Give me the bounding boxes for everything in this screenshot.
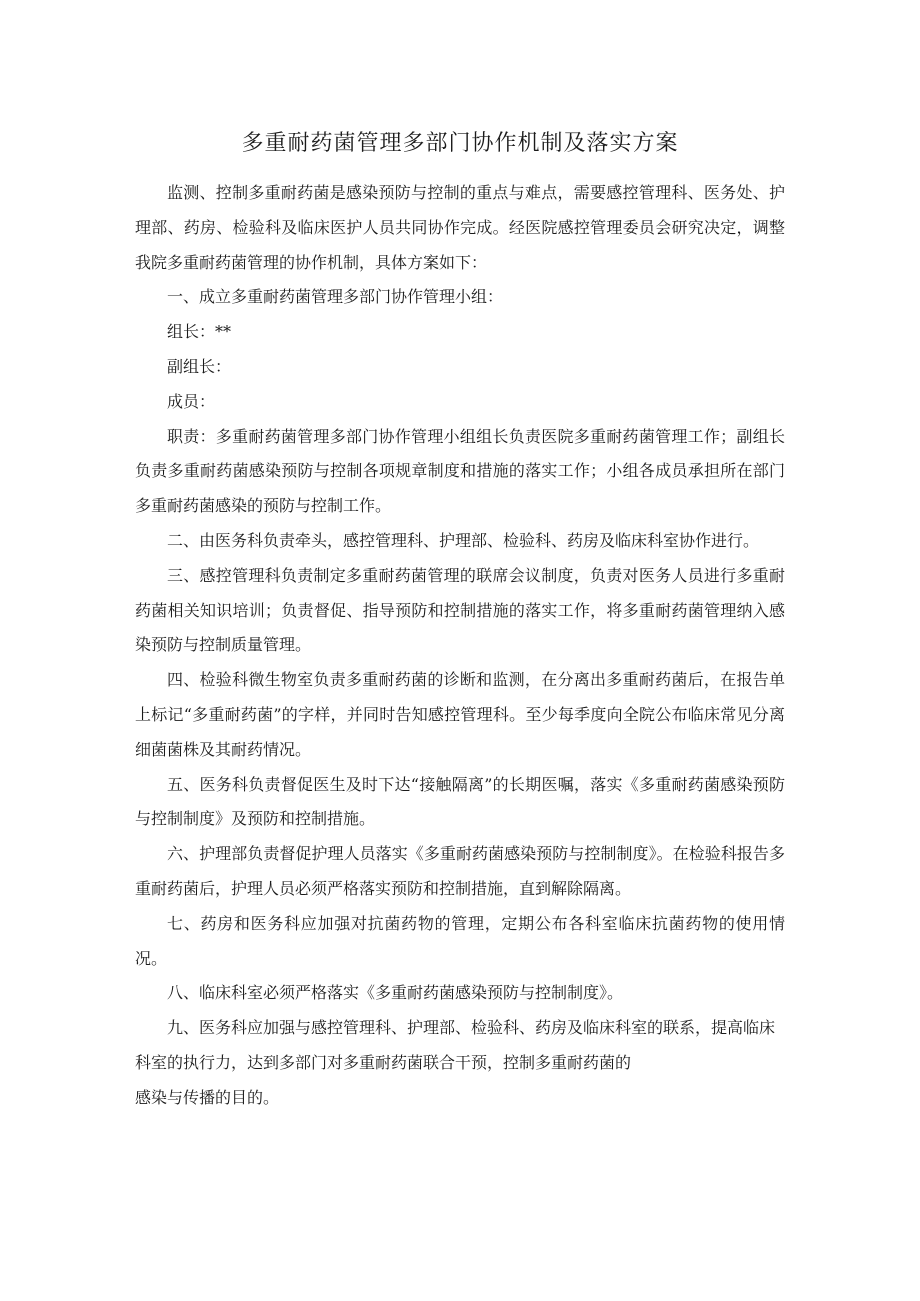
paragraph-group-leader: 组长：** [167,322,232,342]
paragraph-duties: 职责：多重耐药菌管理多部门协作管理小组组长负责医院多重耐药菌管理工作；副组长负责多重耐药菌感染预防与控制各项规章制度和措施的落实工作；小组各成员承担所在部门多重耐药菌感染的预防与控制工作。 [135,426,785,516]
paragraph-section-5: 五、医务科负责督促医生及时下达“接触隔离”的长期医嘱，落实《多重耐药菌感染预防与控制制度》及预防和控制措施。 [135,774,785,829]
paragraph-section-9: 九、医务科应加强与感控管理科、护理部、检验科、药房及临床科室的联系，提高临床科室的执行力，达到多部门对多重耐药菌联合干预，控制多重耐药菌的 [135,1018,776,1072]
paragraph-deputy-leader: 副组长： [167,356,232,376]
paragraph-intro: 监测、控制多重耐药菌是感染预防与控制的重点与难点，需要感控管理科、医务处、护理部、药房、检验科及临床医护人员共同协作完成。经医院感控管理委员会研究决定，调整我院多重耐药菌管理的协作机制，具体方案如下： [135,183,785,272]
paragraph-section-6: 六、护理部负责督促护理人员落实《多重耐药菌感染预防与控制制度》。在检验科报告多重耐药菌后，护理人员必须严格落实预防和控制措施，直到解除隔离。 [135,844,785,898]
paragraph-section-4: 四、检验科微生物室负责多重耐药菌的诊断和监测，在分离出多重耐药菌后，在报告单上标记“多重耐药菌”的字样，并同时告知感控管理科。至少每季度向全院公布临床常见分离细菌菌株及其耐药情况。 [135,670,785,759]
paragraph-members: 成员： [167,391,216,411]
paragraph-section-7: 七、药房和医务科应加强对抗菌药物的管理，定期公布各科室临床抗菌药物的使用情况。 [135,913,785,968]
paragraph-section-1: 一、成立多重耐药菌管理多部门协作管理小组： [167,287,504,307]
document-body [135,176,785,1116]
paragraph-section-2: 二、由医务科负责牵头，感控管理科、护理部、检验科、药房及临床科室协作进行。 [167,530,760,550]
paragraph-section-8: 八、临床科室必须严格落实《多重耐药菌感染预防与控制制度》。 [167,983,624,1003]
document-title: 多重耐药菌管理多部门协作机制及落实方案 [241,131,679,156]
paragraph-section-9-continued: 感染与传播的目的。 [135,1087,280,1107]
paragraph-section-3: 三、感控管理科负责制定多重耐药菌管理的联席会议制度，负责对医务人员进行多重耐药菌相关知识培训；负责督促、指导预防和控制措施的落实工作，将多重耐药菌管理纳入感染预防与控制质量管理。 [135,565,785,655]
